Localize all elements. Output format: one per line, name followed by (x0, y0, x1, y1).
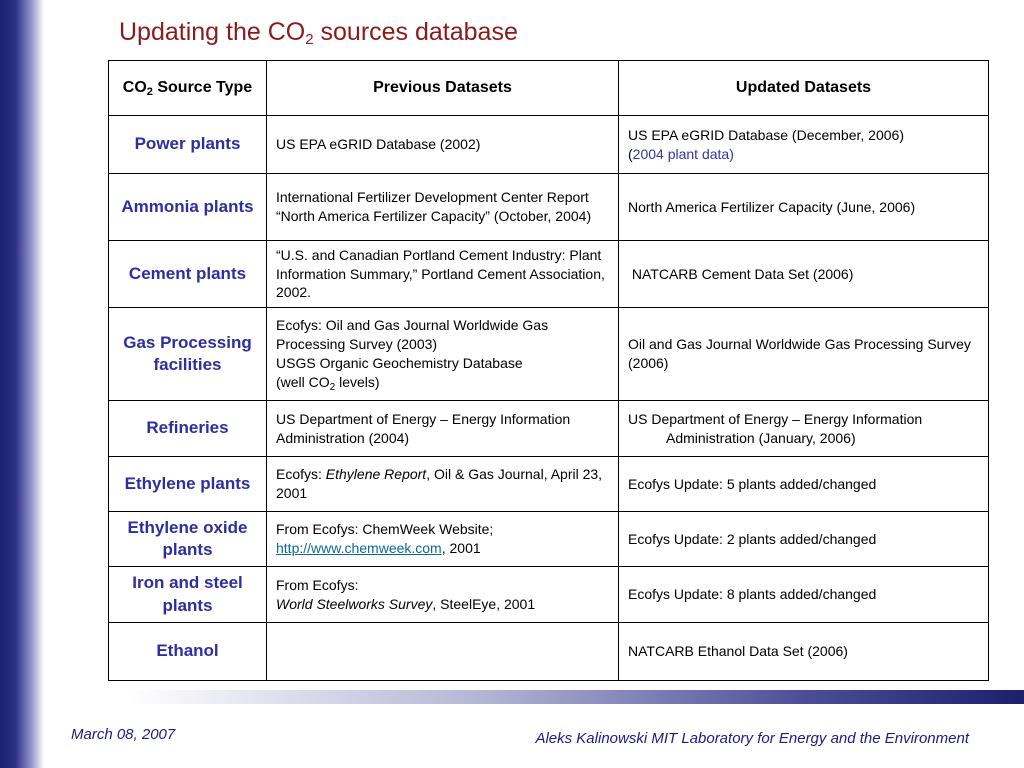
plant-data-note: 2004 plant data) (632, 145, 734, 162)
previous-dataset-cell: US EPA eGRID Database (2002) (267, 116, 619, 174)
table-row (109, 401, 989, 457)
previous-dataset-cell: “U.S. and Canadian Portland Cement Industry: Plant Information Summary,” Portland Cement Association, 2002. (267, 241, 619, 308)
slide-title: Updating the $CO_2$ sources database (119, 18, 518, 48)
source-type-cell: Ethanol (109, 623, 267, 681)
table-row (109, 567, 989, 623)
left-decorative-bar (0, 0, 44, 768)
previous-dataset-cell (267, 623, 619, 681)
previous-dataset-cell: Ecofys: Ethylene Report, Oil & Gas Journal, April 23, 2001 (267, 457, 619, 512)
updated-dataset-cell: North America Fertilizer Capacity (June, 2006) (619, 174, 989, 241)
header-source-type: $CO_2$ Source Type (109, 61, 267, 116)
previous-dataset-cell: Ecofys: Oil and Gas Journal Worldwide Gas Processing Survey (2003) USGS Organic Geochemistry Database (well $CO_2$ levels) (267, 308, 619, 401)
datasets-table (108, 60, 989, 681)
table-row (109, 308, 989, 401)
updated-dataset-cell: Ecofys Update: 5 plants added/changed (619, 457, 989, 512)
previous-dataset-cell: US Department of Energy – Energy Information Administration (2004) (267, 401, 619, 457)
bottom-decorative-bar (130, 690, 1024, 704)
source-type-cell: Ethylene oxide plants (109, 512, 267, 567)
source-type-cell: Ethylene plants (109, 457, 267, 512)
source-type-cell: Power plants (109, 116, 267, 174)
updated-dataset-cell: Oil and Gas Journal Worldwide Gas Processing Survey (2006) (619, 308, 989, 401)
header-updated-datasets: Updated Datasets (619, 61, 989, 116)
table-row (109, 623, 989, 681)
source-type-cell: Iron and steel plants (109, 567, 267, 623)
updated-dataset-cell: Ecofys Update: 8 plants added/changed (619, 567, 989, 623)
source-type-cell: Refineries (109, 401, 267, 457)
updated-dataset-cell: US Department of Energy – Energy Information Administration (January, 2006) (619, 401, 989, 457)
previous-dataset-cell: International Fertilizer Development Center Report “North America Fertilizer Capacity” (October, 2004) (267, 174, 619, 241)
updated-dataset-cell: US EPA eGRID Database (December, 2006) (2004 plant data) (619, 116, 989, 174)
table-row (109, 457, 989, 512)
previous-dataset-cell: From Ecofys: World Steelworks Survey, SteelEye, 2001 (267, 567, 619, 623)
footer-date: March 08, 2007 (71, 726, 176, 743)
table-row (109, 174, 989, 241)
previous-dataset-cell: From Ecofys: ChemWeek Website; http://www.chemweek.com, 2001 (267, 512, 619, 567)
source-type-cell: Cement plants (109, 241, 267, 308)
header-previous-datasets: Previous Datasets (267, 61, 619, 116)
table-row (109, 241, 989, 308)
footer-author: Aleks Kalinowski MIT Laboratory for Energy and the Environment (535, 730, 969, 747)
updated-dataset-cell: NATCARB Ethanol Data Set (2006) (619, 623, 989, 681)
table-header-row (109, 61, 989, 116)
source-type-cell: Ammonia plants (109, 174, 267, 241)
table-row (109, 512, 989, 567)
updated-dataset-cell: NATCARB Cement Data Set (2006) (619, 241, 989, 308)
updated-dataset-cell: Ecofys Update: 2 plants added/changed (619, 512, 989, 567)
chemweek-link[interactable]: http://www.chemweek.com (276, 540, 442, 556)
table-row (109, 116, 989, 174)
source-type-cell: Gas Processing facilities (109, 308, 267, 401)
